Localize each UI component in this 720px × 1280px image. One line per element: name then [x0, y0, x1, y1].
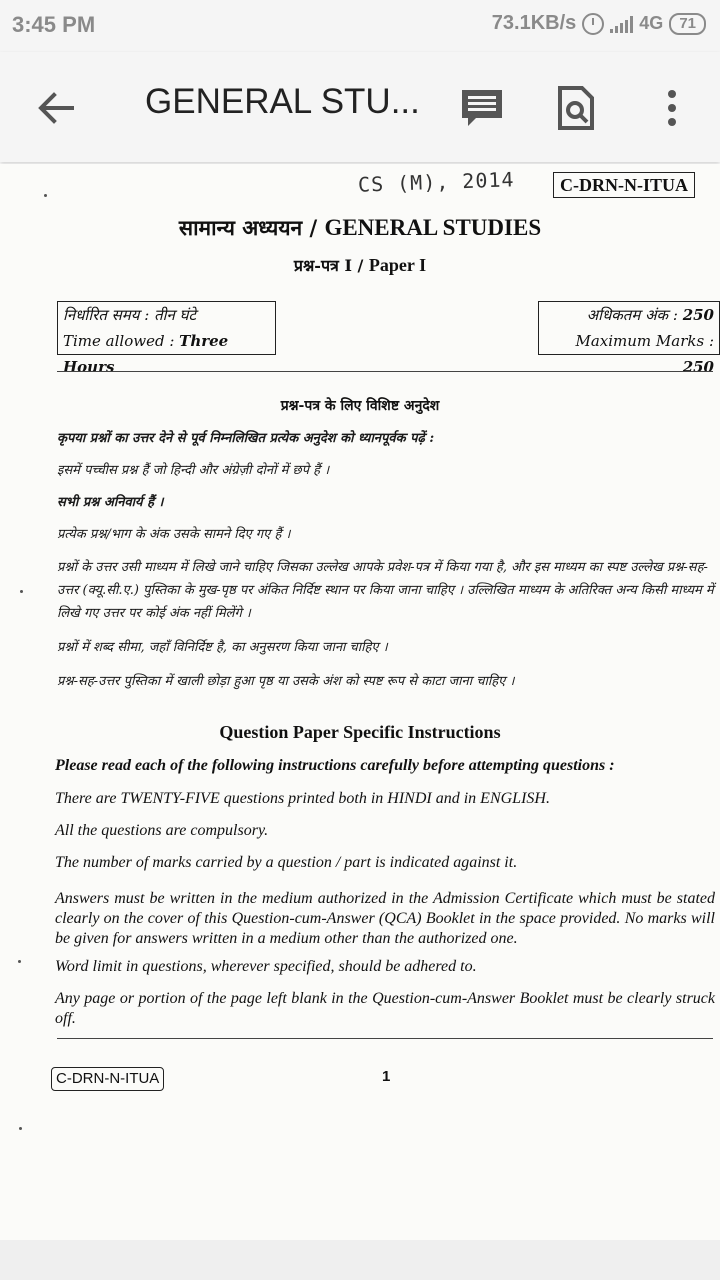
paper-subtitle — [0, 254, 720, 276]
divider — [57, 371, 713, 372]
time-hindi — [63, 302, 270, 328]
network-speed: 73.1KB/s — [491, 12, 577, 34]
status-indicators — [492, 12, 706, 35]
battery-icon: 71 — [669, 13, 706, 35]
time-english-label: Time allowed : — [63, 332, 175, 350]
network-type: 4G — [639, 13, 664, 33]
status-time: 3:45 PM — [12, 12, 96, 37]
hindi-instruction: प्रश्नों के उत्तर उसी माध्यम में लिखे जाने चाहिए जिसका उल्लेख आपके प्रवेश-पत्र में किया गया है, और इस माध्यम का स्पष्ट उल्लेख प्रश्न-सह-उत्तर (क्यू.सी.ए.) पुस्तिका के मुख-पृष्ठ पर अंकित निर्दिष्ट स्थान पर किया जाना चाहिए । उल्लिखित माध्यम के अतिरिक्त अन्य किसी माध्यम में लिखे गए उत्तर पर कोई अंक नहीं मिलेंगे । — [57, 560, 714, 621]
time-hindi-label: निर्धारित समय : — [63, 306, 150, 324]
more-vert-icon[interactable] — [648, 84, 696, 132]
hindi-instruction: कृपया प्रश्नों का उत्तर देने से पूर्व निम्नलिखित प्रत्येक अनुदेश को ध्यानपूर्वक पढ़ें : — [57, 431, 435, 446]
signal-icon — [610, 15, 633, 33]
english-instruction: The number of marks carried by a question / part is indicated against it. — [55, 854, 518, 871]
english-instruction: Any page or portion of the page left blank in the Question-cum-Answer Booklet must be clearly struck off. — [55, 990, 715, 1027]
paper-hindi: प्रश्न-पत्र I / — [293, 256, 364, 275]
time-english-value: Three Hours — [63, 332, 229, 376]
marks-english-label: Maximum Marks : — [575, 332, 714, 350]
hindi-instruction: सभी प्रश्न अनिवार्य हैं । — [57, 495, 164, 510]
scan-speck — [19, 1127, 22, 1130]
bottom-bar — [0, 1240, 720, 1280]
english-instruction: Answers must be written in the medium authorized in the Admission Certificate which must be stated clearly on the cover of this Question-cum-Answer (QCA) Booklet in the space provided. No marks will be given for answers written in a medium other than the authorized one. — [55, 890, 715, 947]
marks-hindi — [544, 302, 714, 328]
marks-hindi-label: अधिकतम अंक : — [586, 306, 678, 324]
marks-english-value: 250 — [682, 358, 714, 376]
english-instruction: All the questions are compulsory. — [55, 822, 269, 839]
marks-hindi-value: 250 — [682, 306, 714, 324]
time-english — [63, 328, 270, 380]
title-hindi: सामान्य अध्ययन / — [178, 215, 318, 240]
hindi-instruction: इसमें पच्चीस प्रश्न हैं जो हिन्दी और अंग्रेज़ी दोनों में छपे हैं । — [57, 463, 330, 478]
handwritten-note: CS (M), 2014 — [357, 167, 515, 197]
page-number: 1 — [382, 1068, 391, 1085]
paper-title — [0, 214, 720, 242]
scan-speck — [18, 960, 21, 963]
divider — [57, 1038, 713, 1039]
english-instruction: Word limit in questions, wherever specified, should be adhered to. — [55, 958, 477, 975]
english-instruction: Please read each of the following instructions carefully before attempting questions : — [55, 757, 615, 774]
document-text-icon[interactable] — [458, 84, 506, 132]
time-hindi-value: तीन घंटे — [154, 306, 197, 324]
hindi-instructions-heading: प्रश्न-पत्र के लिए विशिष्ट अनुदेश — [280, 398, 440, 414]
document-title: GENERAL STU... — [145, 82, 420, 121]
hindi-instruction: प्रत्येक प्रश्न/भाग के अंक उसके सामने दिए गए हैं । — [57, 527, 291, 542]
back-arrow-icon[interactable] — [32, 84, 80, 132]
english-instruction: There are TWENTY-FIVE questions printed both in HINDI and in ENGLISH. — [55, 790, 550, 807]
document-page[interactable] — [0, 164, 720, 1240]
document-search-icon[interactable] — [552, 84, 600, 132]
paper-english: Paper I — [368, 255, 427, 275]
marks-english — [544, 328, 714, 380]
maximum-marks-box — [538, 301, 720, 376]
time-allowed-box — [57, 301, 276, 376]
alarm-icon — [582, 13, 604, 35]
hindi-instruction: प्रश्नों में शब्द सीमा, जहाँ विनिर्दिष्ट है, का अनुसरण किया जाना चाहिए । — [57, 640, 388, 655]
title-english: GENERAL STUDIES — [324, 215, 542, 240]
status-bar — [0, 0, 720, 52]
scan-speck — [44, 194, 47, 197]
app-bar — [0, 52, 720, 162]
english-instructions-heading: Question Paper Specific Instructions — [219, 722, 501, 742]
paper-code-top: C-DRN-N-ITUA — [553, 172, 695, 198]
scan-speck — [20, 590, 23, 593]
paper-code-footer: C-DRN-N-ITUA — [51, 1067, 164, 1091]
hindi-instruction: प्रश्न-सह-उत्तर पुस्तिका में खाली छोड़ा हुआ पृष्ठ या उसके अंश को स्पष्ट रूप से काटा जाना चाहिए । — [57, 674, 515, 689]
